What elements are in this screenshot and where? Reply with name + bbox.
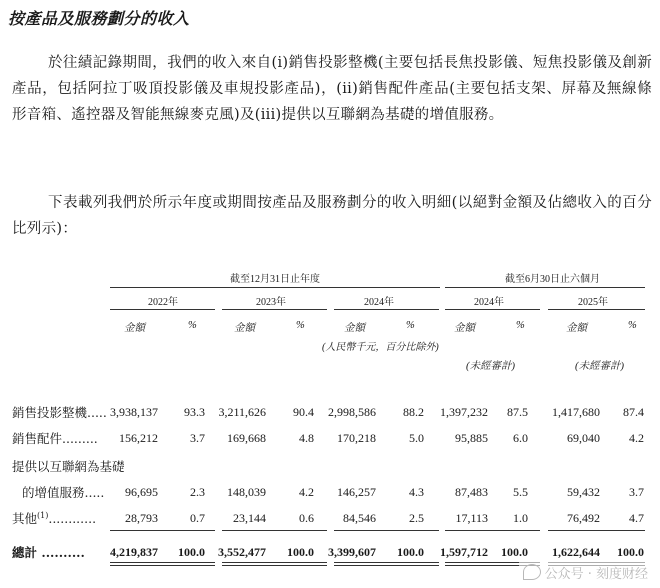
total-cell: 100.0 xyxy=(501,545,528,559)
value-cell: 23,144 xyxy=(233,511,266,525)
total-cell: 3,552,477 xyxy=(218,545,266,559)
value-cell: 1.0 xyxy=(513,511,528,525)
value-cell: 4.7 xyxy=(629,511,644,525)
pct-header: % xyxy=(516,320,525,331)
rule-year xyxy=(334,309,439,310)
watermark-text: 公众号 · 刻度财经 xyxy=(544,567,648,582)
watermark xyxy=(519,561,652,584)
row-label-continued: 的增值服務..... xyxy=(22,485,105,500)
value-cell: 0.6 xyxy=(299,511,314,525)
pct-header: % xyxy=(188,320,197,331)
value-cell: 5.0 xyxy=(409,431,424,445)
rule-subtotal xyxy=(334,530,439,531)
value-cell: 2,998,586 xyxy=(328,405,376,419)
row-label: 提供以互聯網為基礎 xyxy=(12,459,125,474)
amount-header: 金額 xyxy=(344,323,365,334)
value-cell: 88.2 xyxy=(403,405,424,419)
value-cell: 3,938,137 xyxy=(110,405,158,419)
amount-header: 金額 xyxy=(566,323,587,334)
value-cell: 59,432 xyxy=(567,485,600,499)
rule-total xyxy=(334,562,439,566)
value-cell: 170,218 xyxy=(337,431,376,445)
pct-header: % xyxy=(296,320,305,331)
value-cell: 2.5 xyxy=(409,511,424,525)
row-label: 銷售配件......... xyxy=(12,431,98,446)
section-heading: 按產品及服務劃分的收入 xyxy=(8,9,190,28)
value-cell: 4.8 xyxy=(299,431,314,445)
pct-header: % xyxy=(406,320,415,331)
value-cell: 3.7 xyxy=(629,485,644,499)
total-cell: 100.0 xyxy=(178,545,205,559)
rule-group-year xyxy=(110,287,440,288)
rule-subtotal xyxy=(548,530,645,531)
unaudited-note: (未經審計) xyxy=(466,361,515,372)
amount-header: 金額 xyxy=(234,323,255,334)
rule-subtotal xyxy=(110,530,215,531)
rule-group-half xyxy=(445,287,645,288)
value-cell: 148,039 xyxy=(227,485,266,499)
value-cell: 28,793 xyxy=(125,511,158,525)
value-cell: 17,113 xyxy=(455,511,488,525)
wechat-icon xyxy=(523,564,541,580)
value-cell: 4.3 xyxy=(409,485,424,499)
value-cell: 93.3 xyxy=(184,405,205,419)
group-header-half: 截至6月30日止六個月 xyxy=(505,274,600,285)
year-header: 2023年 xyxy=(256,297,286,308)
value-cell: 69,040 xyxy=(567,431,600,445)
rule-year xyxy=(110,309,215,310)
total-cell: 100.0 xyxy=(287,545,314,559)
intro-paragraph: 於往績記錄期間，我們的收入來自(i)銷售投影整機(主要包括長焦投影儀、短焦投影儀及創新產品，包括阿拉丁吸頂投影儀及車規投影產品)，(ii)銷售配件產品(主要包括支架、屏幕及無線條形音箱、遙控器及智能無線麥克風)及(iii)提供以互聯網為基礎的增值服務。 xyxy=(12,55,652,123)
rule-total xyxy=(110,562,215,566)
amount-header: 金額 xyxy=(454,323,475,334)
value-cell: 1,397,232 xyxy=(440,405,488,419)
value-cell: 3,211,626 xyxy=(218,405,266,419)
row-label-dots: ............ xyxy=(48,511,97,526)
value-cell: 0.7 xyxy=(190,511,205,525)
pct-header: % xyxy=(628,320,637,331)
footnote-marker: (1) xyxy=(37,510,49,520)
total-cell: 100.0 xyxy=(617,545,644,559)
total-cell: 4,219,837 xyxy=(110,545,158,559)
value-cell: 4.2 xyxy=(629,431,644,445)
rule-subtotal xyxy=(445,530,540,531)
year-header: 2024年 xyxy=(474,297,504,308)
value-cell: 146,257 xyxy=(337,485,376,499)
value-cell: 4.2 xyxy=(299,485,314,499)
amount-header: 金額 xyxy=(124,323,145,334)
rule-year xyxy=(548,309,645,310)
row-label-text: 其他 xyxy=(12,511,38,526)
value-cell: 6.0 xyxy=(513,431,528,445)
row-label-total: 總計 .......... xyxy=(12,545,85,560)
unaudited-note: (未經審計) xyxy=(575,361,624,372)
value-cell: 90.4 xyxy=(293,405,314,419)
year-header: 2024年 xyxy=(364,297,394,308)
rule-year xyxy=(445,309,540,310)
value-cell: 169,668 xyxy=(227,431,266,445)
value-cell: 95,885 xyxy=(455,431,488,445)
total-cell: 1,597,712 xyxy=(440,545,488,559)
value-cell: 84,546 xyxy=(343,511,376,525)
value-cell: 156,212 xyxy=(119,431,158,445)
value-cell: 87.5 xyxy=(507,405,528,419)
rule-year xyxy=(222,309,327,310)
year-header: 2022年 xyxy=(148,297,178,308)
table-intro-paragraph: 下表載列我們於所示年度或期間按產品及服務劃分的收入明細(以絕對金額及佔總收入的百分比列示)： xyxy=(12,195,652,237)
row-label xyxy=(12,509,96,527)
year-header: 2025年 xyxy=(578,297,608,308)
value-cell: 5.5 xyxy=(513,485,528,499)
row-label: 銷售投影整機..... xyxy=(12,405,107,420)
value-cell: 2.3 xyxy=(190,485,205,499)
value-cell: 1,417,680 xyxy=(552,405,600,419)
group-header-year: 截至12月31日止年度 xyxy=(230,274,320,285)
value-cell: 76,492 xyxy=(567,511,600,525)
rule-total xyxy=(222,562,327,566)
value-cell: 87,483 xyxy=(455,485,488,499)
value-cell: 87.4 xyxy=(623,405,644,419)
value-cell: 96,695 xyxy=(125,485,158,499)
total-cell: 1,622,644 xyxy=(552,545,600,559)
value-cell: 3.7 xyxy=(190,431,205,445)
unit-note: (人民幣千元，百分比除外) xyxy=(322,342,439,353)
total-cell: 3,399,607 xyxy=(328,545,376,559)
total-cell: 100.0 xyxy=(397,545,424,559)
rule-subtotal xyxy=(222,530,327,531)
